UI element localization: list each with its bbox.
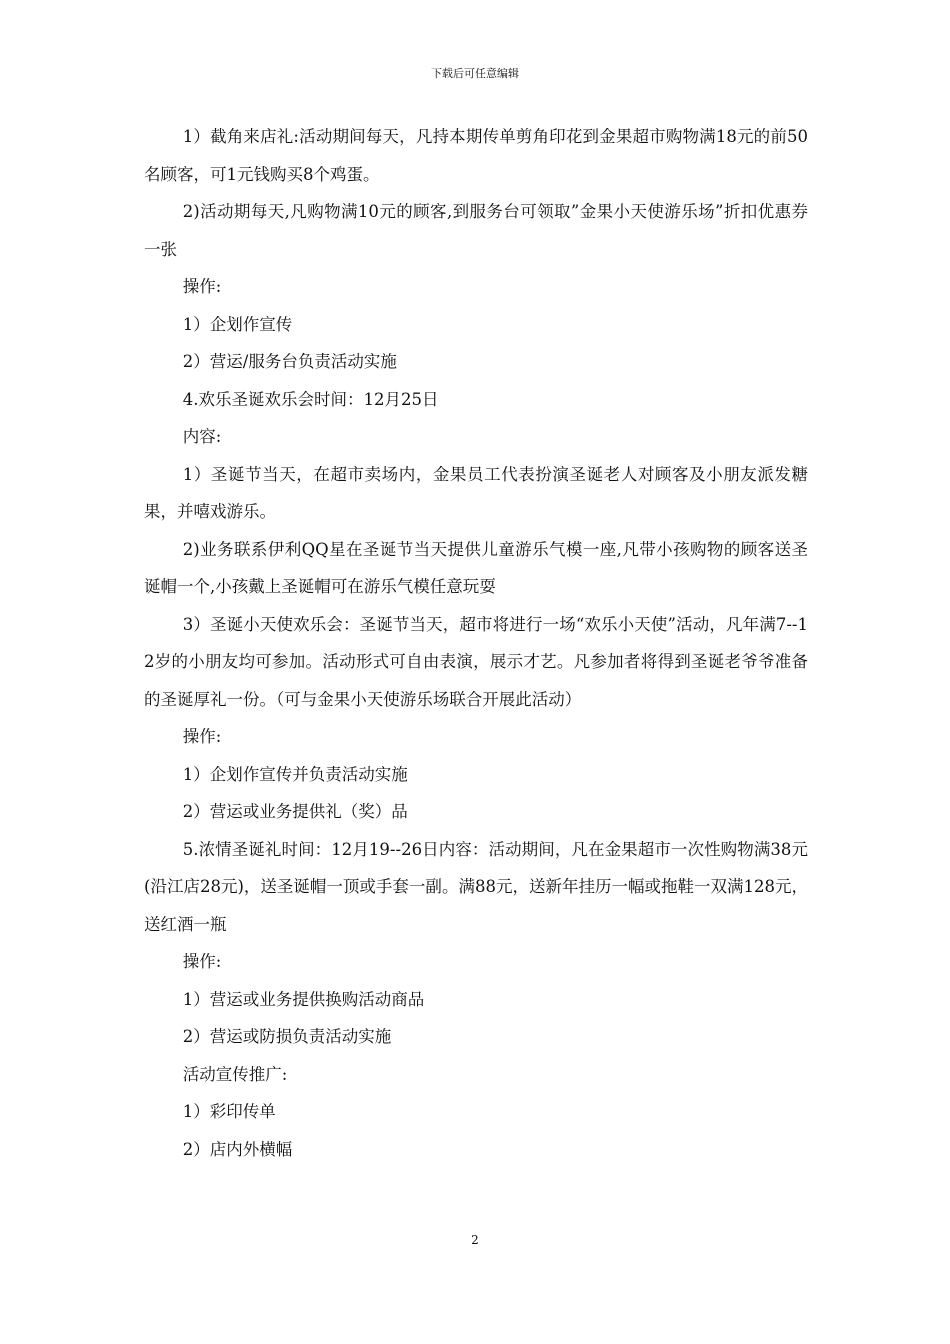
paragraph-15: 操作:	[182, 952, 222, 971]
paragraph-17: 2）营运或防损负责活动实施	[182, 1027, 392, 1046]
paragraph-13: 2）营运或业务提供礼（奖）品	[182, 802, 408, 821]
paragraph-9: 2)业务联系伊利QQ星在圣诞节当天提供儿童游乐气模一座,凡带小孩购物的顾客送圣诞帽一个,小孩戴上圣诞帽可在游乐气模任意玩耍	[144, 539, 808, 596]
paragraph-5: 2）营运/服务台负责活动实施	[182, 352, 397, 371]
paragraph-20: 2）店内外横幅	[182, 1139, 293, 1159]
document-body	[144, 118, 808, 1168]
paragraph-2: 2)活动期每天,凡购物满10元的顾客,到服务台可领取”金果小天使游乐场”折扣优惠券一张	[144, 202, 808, 259]
page-header: 下载后可任意编辑	[431, 67, 519, 80]
paragraph-1: 1）截角来店礼:活动期间每天，凡持本期传单剪角印花到金果超市购物满18元的前50名顾客，可1元钱购买8个鸡蛋。	[144, 127, 808, 184]
paragraph-7: 内容:	[182, 427, 222, 446]
paragraph-3: 操作:	[182, 277, 222, 296]
paragraph-19: 1）彩印传单	[182, 1102, 276, 1121]
paragraph-16: 1）营运或业务提供换购活动商品	[182, 989, 425, 1009]
paragraph-4: 1）企划作宣传	[182, 314, 293, 334]
paragraph-14: 5.浓情圣诞礼时间：12月19--26日内容：活动期间，凡在金果超市一次性购物满38元(沿江店28元)，送圣诞帽一顶或手套一副。满88元，送新年挂历一幅或拖鞋一双满128元，送红酒一瓶	[144, 839, 808, 934]
paragraph-6: 4.欢乐圣诞欢乐会时间：12月25日	[182, 389, 439, 409]
paragraph-10: 3）圣诞小天使欢乐会：圣诞节当天，超市将进行一场“欢乐小天使”活动，凡年满7--12岁的小朋友均可参加。活动形式可自由表演，展示才艺。凡参加者将得到圣诞老爷爷准备的圣诞厚礼一份。（可与金果小天使游乐场联合开展此活动）	[144, 614, 808, 709]
paragraph-12: 1）企划作宣传并负责活动实施	[182, 764, 408, 784]
page-number: 2	[471, 1233, 479, 1247]
paragraph-11: 操作:	[182, 727, 222, 746]
paragraph-18: 活动宣传推广:	[182, 1064, 288, 1084]
paragraph-8: 1）圣诞节当天，在超市卖场内，金果员工代表扮演圣诞老人对顾客及小朋友派发糖果，并嘻戏游乐。	[144, 464, 808, 521]
